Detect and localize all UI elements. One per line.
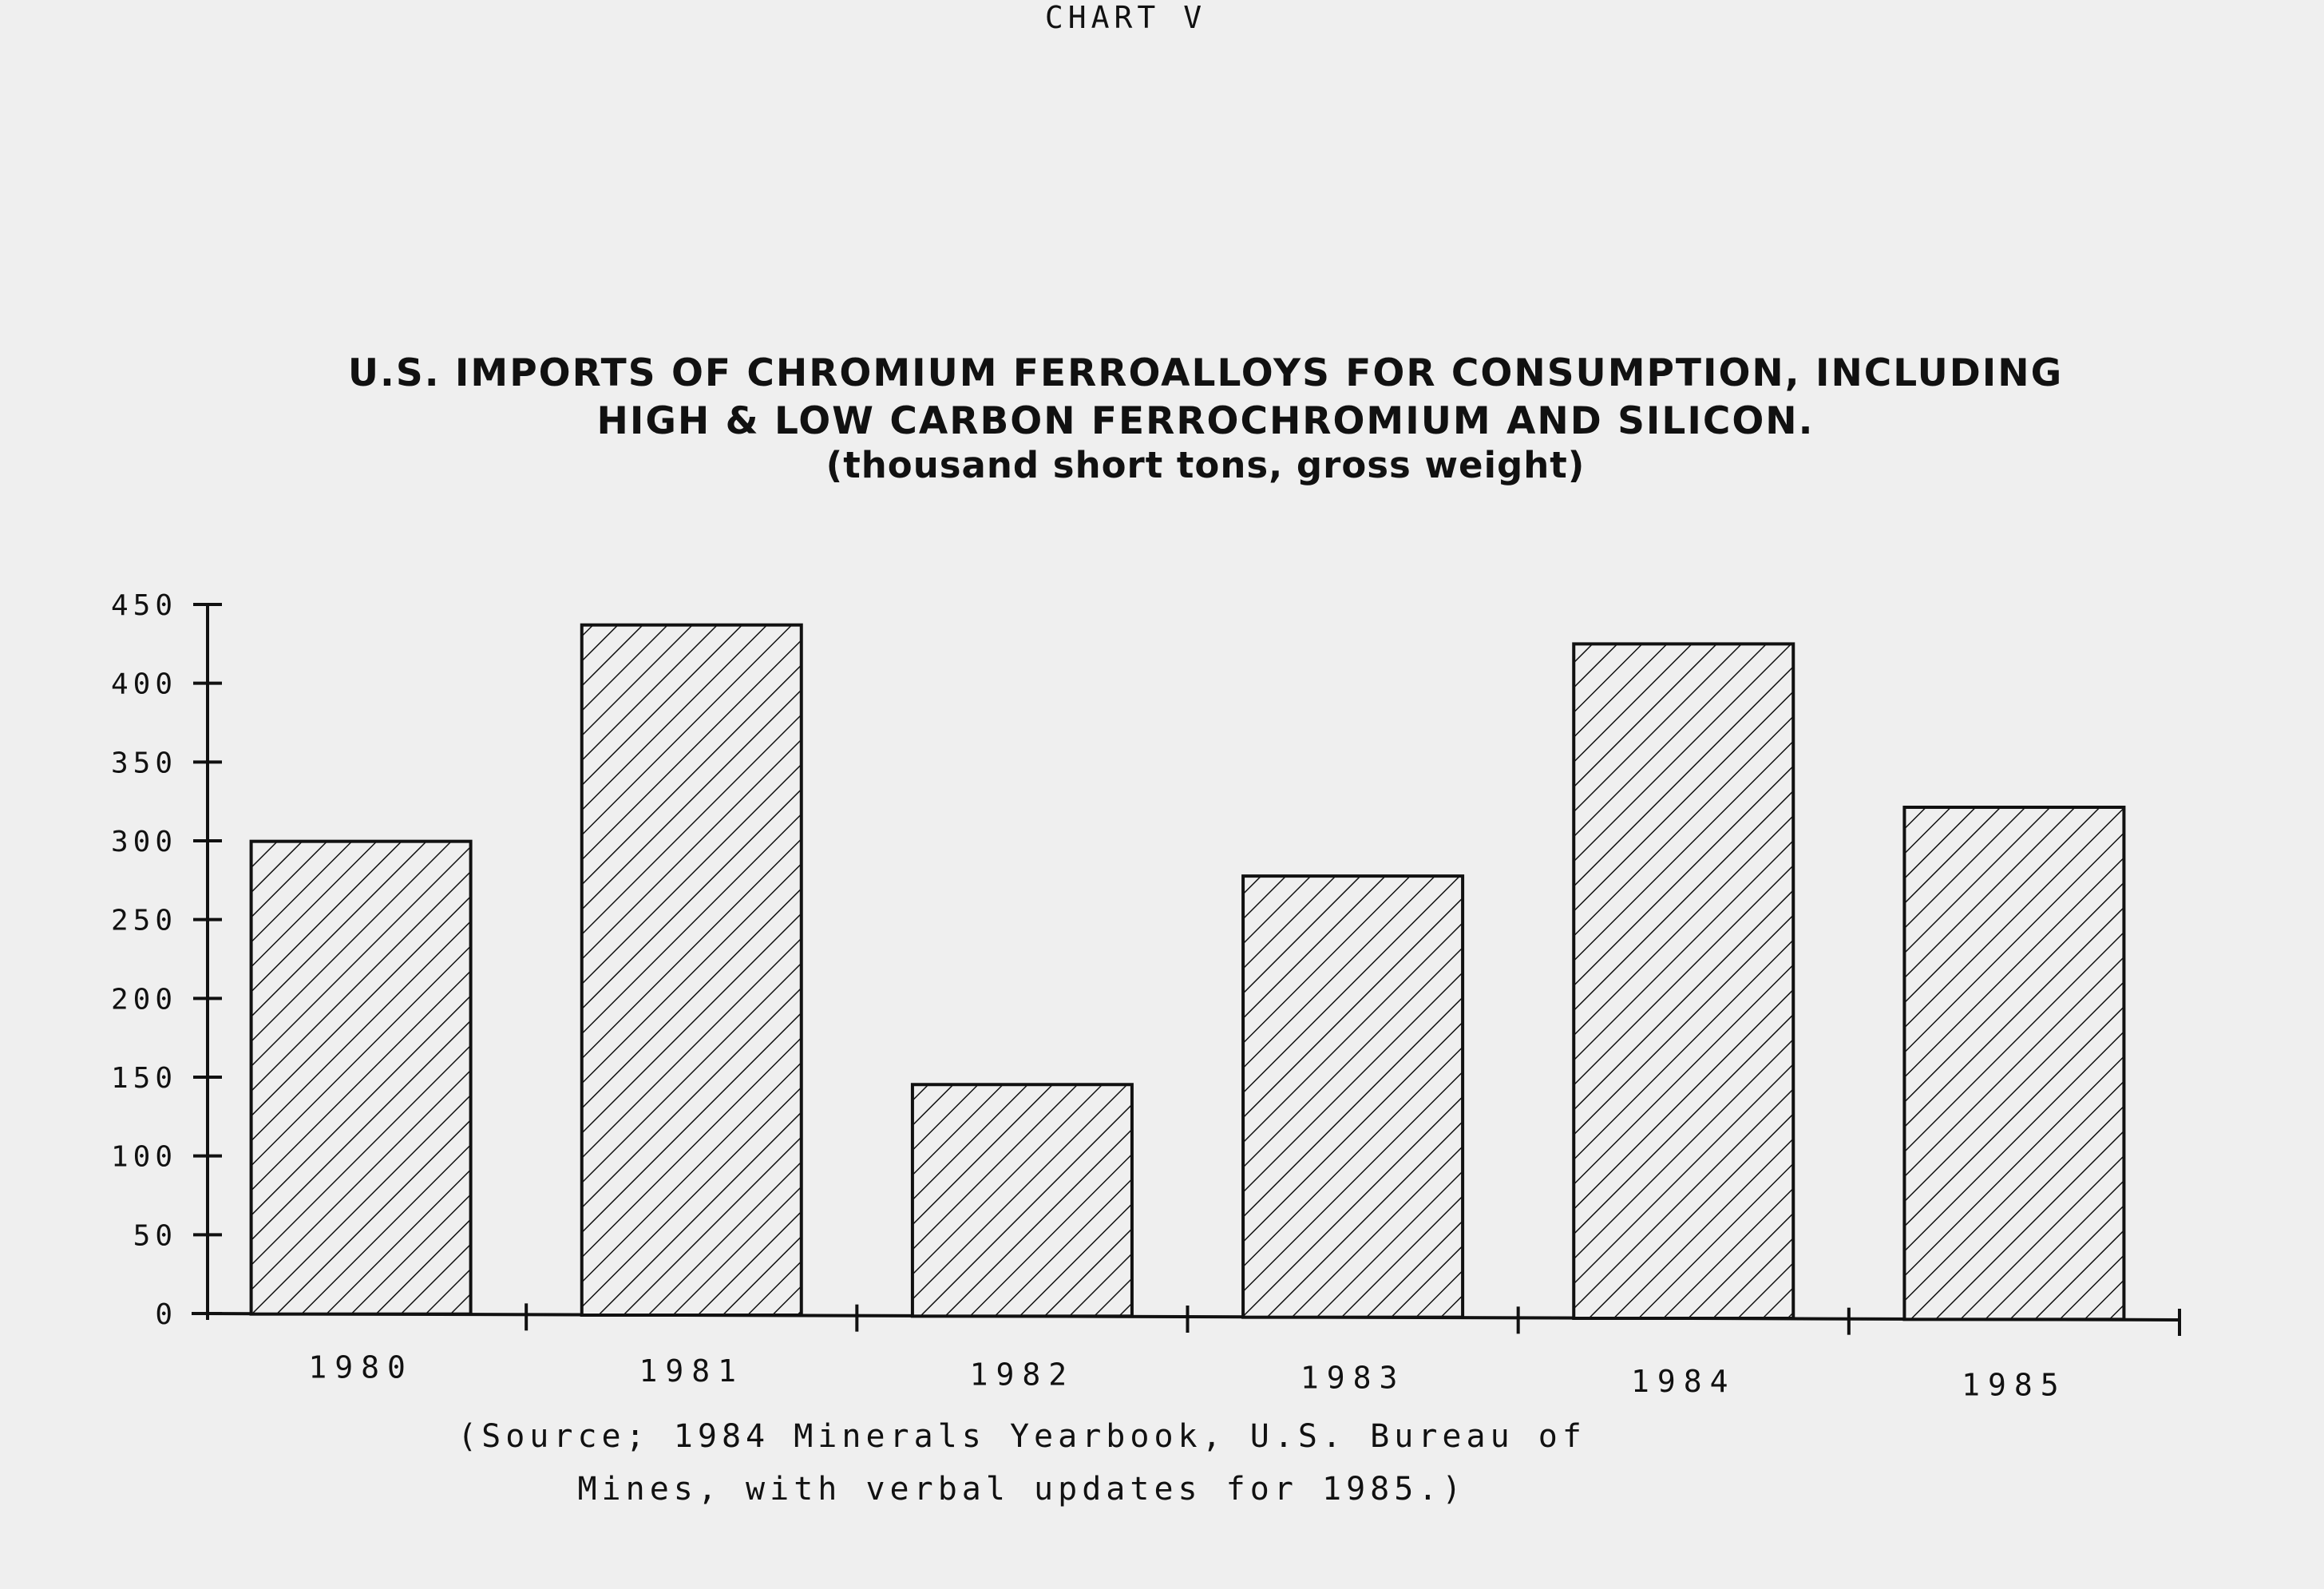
bar-1984	[1574, 644, 1793, 1318]
y-tick-label: 0	[155, 1298, 177, 1331]
y-tick-label: 300	[110, 826, 177, 858]
chart-title-line-2: HIGH & LOW CARBON FERROCHROMIUM AND SILICON.	[596, 399, 1815, 443]
bar-1980	[251, 842, 471, 1314]
x-tick-label-1985: 1985	[1962, 1367, 2067, 1403]
x-tick-label-1981: 1981	[639, 1353, 745, 1389]
y-tick-label: 100	[110, 1140, 177, 1174]
source-note-line-2: Mines, with verbal updates for 1985.)	[577, 1471, 1467, 1508]
x-tick-label-1984: 1984	[1630, 1364, 1736, 1399]
bar-1982	[913, 1084, 1132, 1316]
chart-number-label: CHART V	[1044, 0, 1207, 35]
x-tick-label-1980: 1980	[308, 1349, 414, 1385]
y-tick-label: 400	[110, 668, 177, 701]
y-tick-label: 450	[110, 589, 177, 622]
chart-title-line-1: U.S. IMPORTS OF CHROMIUM FERROALLOYS FOR CONSUMPTION, INCLUDING	[347, 351, 2064, 395]
bar-1983	[1243, 876, 1463, 1318]
y-tick-label: 50	[133, 1219, 177, 1253]
y-tick-label: 200	[110, 983, 177, 1016]
y-tick-label: 250	[110, 904, 177, 937]
source-note-line-1: (Source; 1984 Minerals Yearbook, U.S. Bureau of	[457, 1418, 1586, 1455]
chart-subtitle: (thousand short tons, gross weight)	[825, 444, 1586, 486]
bar-1981	[582, 625, 802, 1315]
x-tick-label-1983: 1983	[1300, 1360, 1406, 1396]
bar-1985	[1904, 807, 2124, 1319]
y-tick-label: 150	[110, 1062, 177, 1095]
y-tick-label: 350	[110, 747, 177, 780]
x-tick-label-1982: 1982	[969, 1357, 1075, 1393]
x-axis-line	[192, 1314, 2179, 1320]
